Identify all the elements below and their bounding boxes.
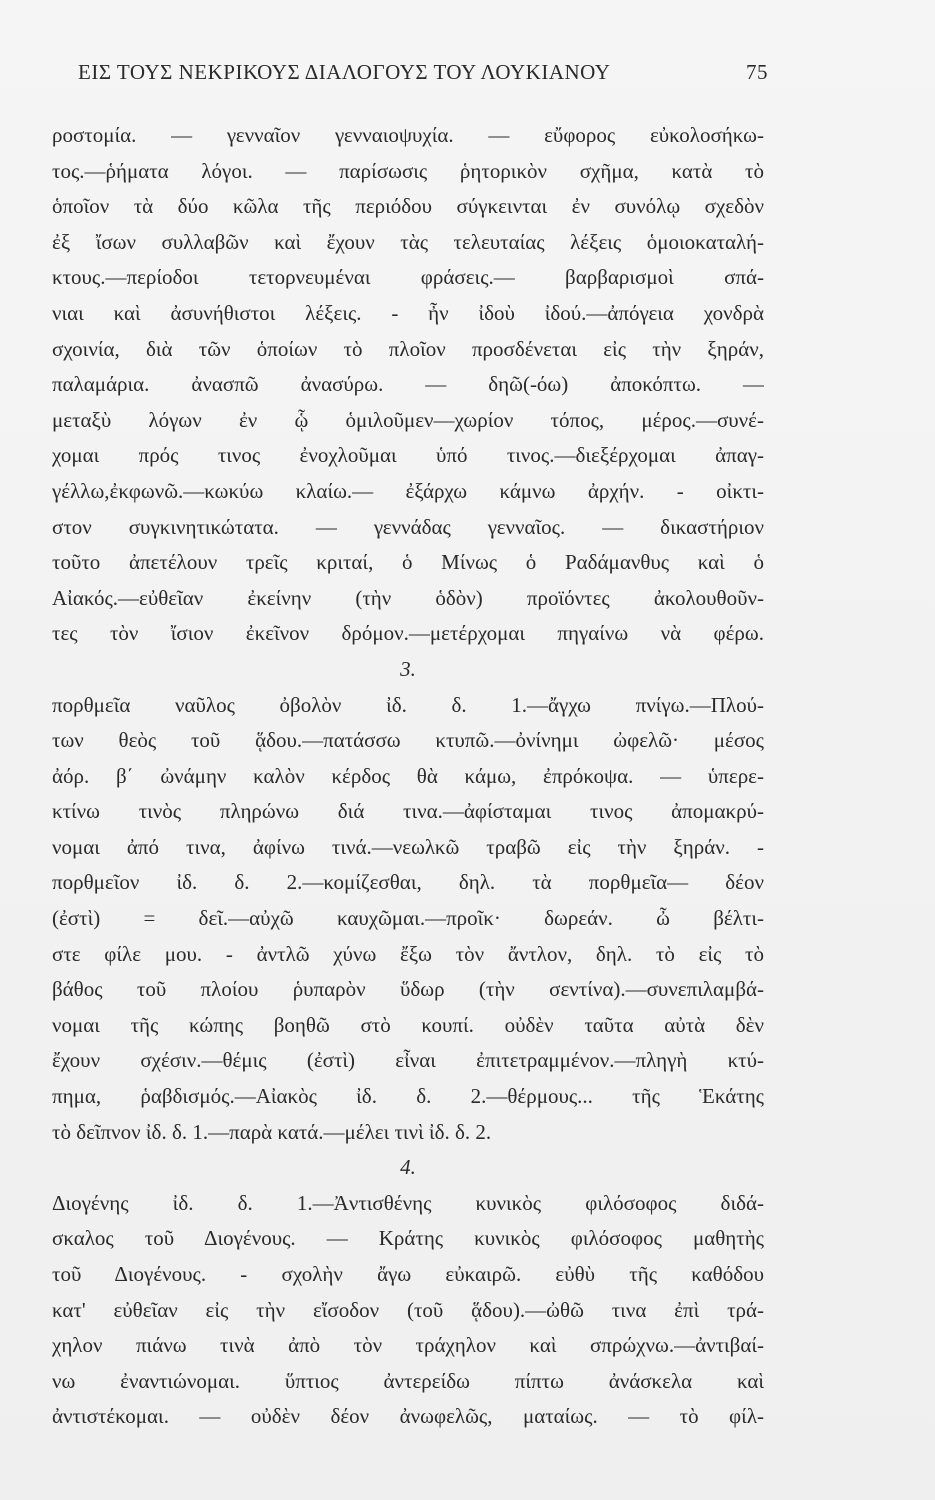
text-line: τοῦτο ἀπετέλουν τρεῖς κριταί, ὁ Μίνως ὁ Ραδάμανθυς καὶ ὁ xyxy=(52,550,764,575)
text-line: τοῦ Διογένους. - σχολὴν ἄγω εὐκαιρῶ. εὐθὺ τῆς καθόδου xyxy=(52,1262,764,1286)
page-number: 75 xyxy=(746,60,768,84)
text-line: νιαι καὶ ἀσυνήθιστοι λέξεις. - ἦν ἰδοὺ ἰδού.—ἀπόγεια χονδρὰ xyxy=(52,300,764,325)
text-line: παλαμάρια. ἀνασπῶ ἀνασύρω. — δηῶ(-όω) ἀποκόπτω. — xyxy=(52,372,764,397)
text-line: κτους.—περίοδοι τετορνευμέναι φράσεις.— βαρβαρισμοὶ σπά- xyxy=(52,265,764,290)
text-line: (ἐστὶ) = δεῖ.—αὐχῶ καυχῶμαι.—προῖκ· δωρεάν. ὦ βέλτι- xyxy=(52,906,764,931)
text-line: χηλον πιάνω τινὰ ἀπὸ τὸν τράχηλον καὶ σπρώχνω.—ἀντιβαί- xyxy=(52,1333,764,1358)
text-line: σκαλος τοῦ Διογένους. — Κράτης κυνικὸς φιλόσοφος μαθητὴς xyxy=(52,1226,764,1251)
text-line: στον συγκινητικώτατα. — γεννάδας γενναῖος. — δικαστήριον xyxy=(52,514,764,539)
section-number: 3. xyxy=(400,656,416,681)
text-line: των θεὸς τοῦ ᾅδου.—πατάσσω κτυπῶ.—ὀνίνημι ὠφελῶ· μέσος xyxy=(52,728,764,753)
text-line: κατ' εὐθεῖαν εἰς τὴν εἴσοδον (τοῦ ᾅδου).—ὠθῶ τινα ἐπὶ τρά- xyxy=(52,1297,764,1322)
text-line: ροστομία. — γενναῖον γενναιοψυχία. — εὔφορος εὐκολοσήκω- xyxy=(52,123,764,147)
text-line: πορθμεῖον ἰδ. δ. 2.—κομίζεσθαι, δηλ. τὰ πορθμεῖα— δέον xyxy=(52,870,764,895)
text-line: κτίνω τινὸς πληρώνω διά τινα.—ἀφίσταμαι τινος ἀπομακρύ- xyxy=(52,799,764,824)
text-line: τὸ δεῖπνον ἰδ. δ. 1.—παρὰ κατά.—μέλει τινὶ ἰδ. δ. 2. xyxy=(52,1119,492,1144)
text-block xyxy=(52,118,764,1435)
text-line: βάθος τοῦ πλοίου ῥυπαρὸν ὕδωρ (τὴν σεντίνα).—συνεπιλαμβά- xyxy=(52,977,764,1002)
running-head xyxy=(78,60,768,90)
text-line: πημα, ῥαβδισμός.—Αἰακὸς ἰδ. δ. 2.—θέρμους... τῆς Ἑκάτης xyxy=(52,1084,764,1109)
text-line: νομαι ἀπό τινα, ἀφίνω τινά.—νεωλκῶ τραβῶ εἰς τὴν ξηράν. - xyxy=(52,834,764,859)
text-line: Αἰακός.—εὐθεῖαν ἐκείνην (τὴν ὁδὸν) προϊόντες ἀκολουθοῦν- xyxy=(52,585,764,610)
text-line: σχοινία, διὰ τῶν ὁποίων τὸ πλοῖον προσδένεται εἰς τὴν ξηράν, xyxy=(52,336,764,361)
text-line: ὁποῖον τὰ δύο κῶλα τῆς περιόδου σύγκεινται ἐν συνόλῳ σχεδὸν xyxy=(52,194,764,219)
text-line: Διογένης ἰδ. δ. 1.—Ἀντισθένης κυνικὸς φιλόσοφος διδά- xyxy=(52,1190,764,1215)
text-line: τες τὸν ἴσιον ἐκεῖνον δρόμον.—μετέρχομαι πηγαίνω νὰ φέρω. xyxy=(52,621,764,646)
text-line: νομαι τῆς κώπης βοηθῶ στὸ κουπί. οὐδὲν ταῦτα αὐτὰ δὲν xyxy=(52,1012,764,1037)
section-number: 4. xyxy=(400,1155,416,1180)
text-line: τος.—ῥήματα λόγοι. — παρίσωσις ῥητορικὸν σχῆμα, κατὰ τὸ xyxy=(52,158,764,183)
text-line: ἔχουν σχέσιν.—θέμις (ἐστὶ) εἶναι ἐπιτετραμμένον.—πληγὴ κτύ- xyxy=(52,1048,764,1073)
text-line: μεταξὺ λόγων ἐν ᾧ ὁμιλοῦμεν—χωρίον τόπος, μέρος.—συνέ- xyxy=(52,407,764,432)
running-title: ΕΙΣ ΤΟΥΣ ΝΕΚΡΙΚΟΥΣ ΔΙΑΛΟΓΟΥΣ ΤΟΥ ΛΟΥΚΙΑΝΟΥ xyxy=(78,60,611,84)
text-line: νω ἐναντιώνομαι. ὕπτιος ἀντερείδω πίπτω ἀνάσκελα καὶ xyxy=(52,1368,764,1393)
text-line: γέλλω,ἐκφωνῶ.—κωκύω κλαίω.— ἐξάρχω κάμνω ἀρχήν. - οἰκτι- xyxy=(52,478,764,503)
text-line: χομαι πρός τινος ἐνοχλοῦμαι ὑπό τινος.—διεξέρχομαι ἀπαγ- xyxy=(52,443,764,468)
text-line: ἀόρ. β΄ ὠνάμην καλὸν κέρδος θὰ κάμω, ἐπρόκοψα. — ὑπερε- xyxy=(52,763,764,788)
text-line: ἀντιστέκομαι. — οὐδὲν δέον ἀνωφελῶς, ματαίως. — τὸ φίλ- xyxy=(52,1404,764,1429)
text-line: ἐξ ἴσων συλλαβῶν καὶ ἔχουν τὰς τελευταίας λέξεις ὁμοιοκαταλή- xyxy=(52,229,764,254)
text-line: στε φίλε μου. - ἀντλῶ χύνω ἔξω τὸν ἄντλον, δηλ. τὸ εἰς τὸ xyxy=(52,941,764,966)
text-line: πορθμεῖα ναῦλος ὀβολὸν ἰδ. δ. 1.—ἄγχω πνίγω.—Πλού- xyxy=(52,692,764,717)
